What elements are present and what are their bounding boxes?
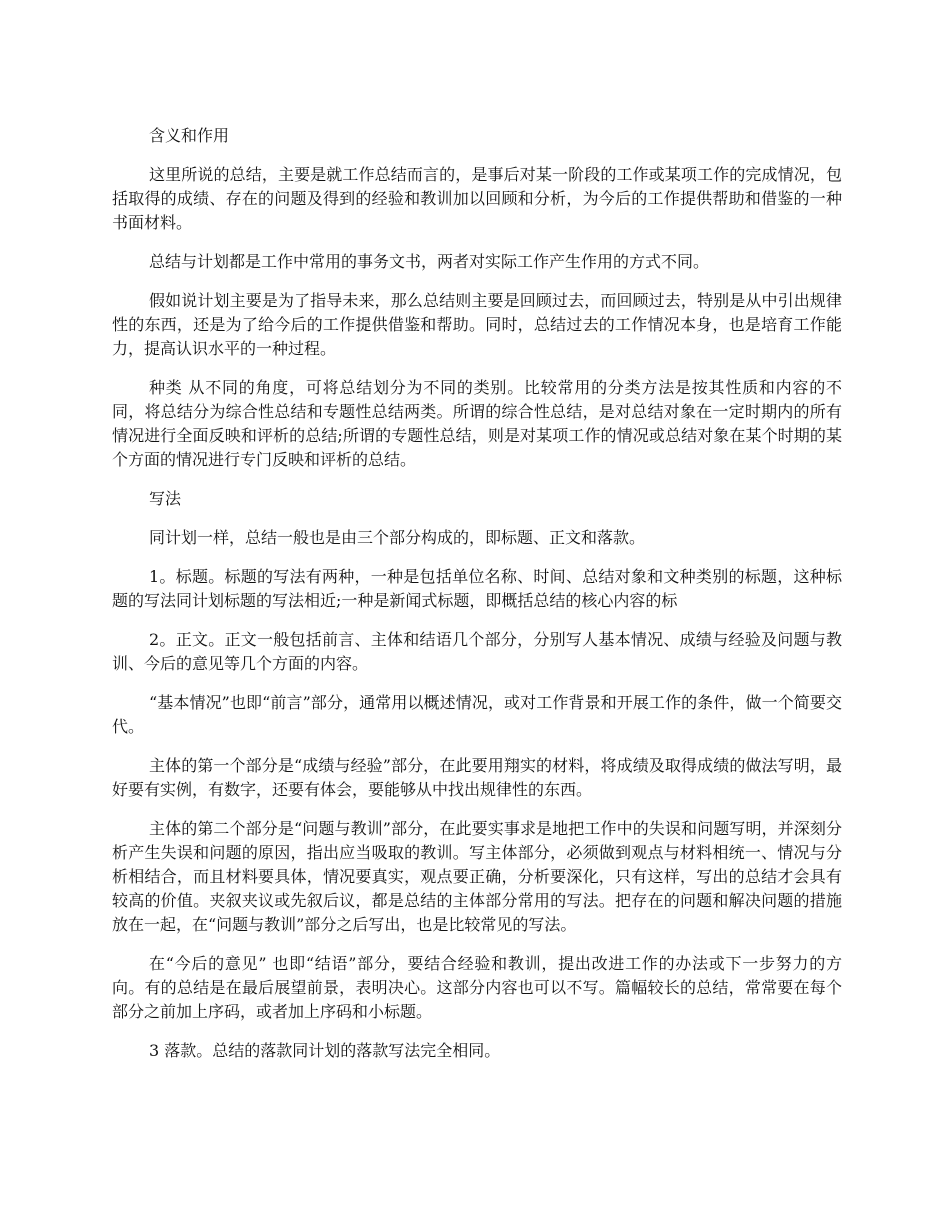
paragraph-purpose: 假如说计划主要是为了指导未来，那么总结则主要是回顾过去，而回顾过去，特别是从中引出规律性的东西，还是为了给今后的工作提供借鉴和帮助。同时，总结过去的工作情况本身，也是培育工作能力，提高认识水平的一种过程。 [112,291,842,358]
section-heading-meaning: 含义和作用 [149,126,230,145]
document-body [112,124,842,1078]
paragraph-body: 2。正文。正文一般包括前言、主体和结语几个部分，分别写人基本情况、成绩与经验及问题与教训、今后的意见等几个方面的内容。 [112,630,842,673]
paragraph-achievements: 主体的第一个部分是“成绩与经验”部分，在此要用翔实的材料，将成绩及取得成绩的做法写明，最好要有实例，有数字，还要有体会，要能够从中找出规律性的东西。 [112,756,842,799]
paragraph-title: 1。标题。标题的写法有两种，一种是包括单位名称、时间、总结对象和文种类别的标题，这种标题的写法同计划标题的写法相近;一种是新闻式标题，即概括总结的核心内容的标 [112,567,842,610]
paragraph-types: 种类 从不同的角度，可将总结划分为不同的类别。比较常用的分类方法是按其性质和内容的不同，将总结分为综合性总结和专题性总结两类。所谓的综合性总结，是对总结对象在一定时期内的所有情况进行全面反映和评析的总结;所谓的专题性总结，则是对某项工作的情况或总结对象在某个时期的某个方面的情况进行专门反映和评析的总结。 [112,378,842,469]
paragraph-problems: 主体的第二个部分是“问题与教训”部分，在此要实事求是地把工作中的失误和问题写明，并深刻分析产生失误和问题的原因，指出应当吸取的教训。写主体部分，必须做到观点与材料相统一、情况与分析相结合，而且材料要具体，情况要真实，观点要正确，分析要深化，只有这样，写出的总结才会具有较高的价值。夹叙夹议或先叙后议，都是总结的主体部分常用的写法。把存在的问题和解决问题的措施放在一起，在“问题与教训”部分之后写出，也是比较常见的写法。 [112,819,842,934]
paragraph-conclusion: 在“今后的意见” 也即“结语”部分，要结合经验和教训，提出改进工作的办法或下一步努力的方向。有的总结是在最后展望前景，表明决心。这部分内容也可以不写。篇幅较长的总结，常常要在每个部分之前加上序码，或者加上序码和小标题。 [112,954,842,1021]
paragraph-basic-info: “基本情况”也即“前言”部分，通常用以概述情况，或对工作背景和开展工作的条件，做一个简要交代。 [112,693,842,736]
paragraph-definition: 这里所说的总结，主要是就工作总结而言的，是事后对某一阶段的工作或某项工作的完成情况，包括取得的成绩、存在的问题及得到的经验和教训加以回顾和分析，为今后的工作提供帮助和借鉴的一种书面材料。 [112,165,842,232]
paragraph-signature: 3 落款。总结的落款同计划的落款写法完全相同。 [149,1041,501,1060]
section-heading-writing: 写法 [149,489,182,508]
paragraph-structure: 同计划一样，总结一般也是由三个部分构成的，即标题、正文和落款。 [149,528,646,547]
paragraph-comparison: 总结与计划都是工作中常用的事务文书，两者对实际工作产生作用的方式不同。 [149,252,710,271]
